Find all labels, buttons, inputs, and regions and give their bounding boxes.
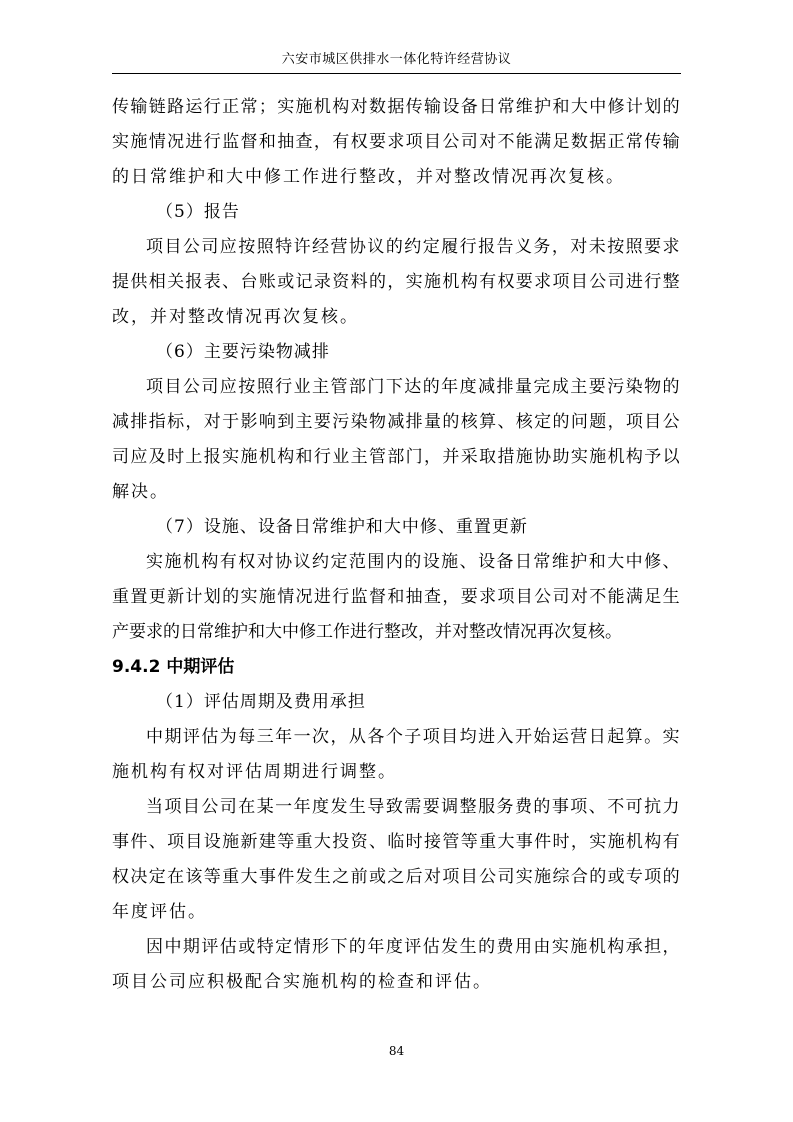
paragraph-line bbox=[112, 440, 681, 475]
paragraph-line bbox=[112, 720, 681, 755]
line-text: 改，并对整改情况再次复核。 bbox=[112, 307, 359, 327]
running-header: 六安市城区供排水一体化特许经营协议 bbox=[281, 52, 512, 67]
paragraph-line bbox=[112, 370, 681, 405]
line-text: 项目公司应按照特许经营协议的约定履行报告义务，对未按照要求 bbox=[146, 237, 681, 257]
line-text: 施机构有权对评估周期进行调整。 bbox=[112, 762, 397, 782]
line-text: 司应及时上报实施机构和行业主管部门，并采取措施协助实施机构予以 bbox=[112, 447, 681, 467]
line-text: 提供相关报表、台账或记录资料的，实施机构有权要求项目公司进行整 bbox=[112, 272, 681, 292]
line-text: （6）主要污染物减排 bbox=[156, 342, 330, 362]
header-rule bbox=[112, 73, 681, 74]
line-text: 产要求的日常维护和大中修工作进行整改，并对整改情况再次复核。 bbox=[112, 622, 622, 642]
line-text: 项目公司应按照行业主管部门下达的年度减排量完成主要污染物的 bbox=[146, 377, 681, 397]
line-text: 解决。 bbox=[112, 482, 169, 502]
paragraph-line bbox=[112, 475, 681, 510]
line-text: 传输链路运行正常；实施机构对数据传输设备日常维护和大中修计划的 bbox=[112, 97, 681, 117]
line-text: 实施机构有权对协议约定范围内的设施、设备日常维护和大中修、 bbox=[146, 552, 681, 572]
line-text: 减排指标，对于影响到主要污染物减排量的核算、核定的问题，项目公 bbox=[112, 412, 681, 432]
paragraph-line bbox=[112, 545, 681, 580]
paragraph-line bbox=[112, 615, 681, 650]
line-text: 因中期评估或特定情形下的年度评估发生的费用由实施机构承担， bbox=[146, 937, 681, 957]
paragraph-line bbox=[112, 265, 681, 300]
paragraph-line bbox=[112, 965, 681, 1000]
line-text: 的日常维护和大中修工作进行整改，并对整改情况再次复核。 bbox=[112, 167, 625, 187]
line-text: 项目公司应积极配合实施机构的检查和评估。 bbox=[112, 972, 492, 992]
line-text: （7）设施、设备日常维护和大中修、重置更新 bbox=[156, 517, 528, 537]
line-text: （5）报告 bbox=[156, 202, 240, 222]
page-number: 84 bbox=[388, 1044, 405, 1058]
paragraph-line bbox=[112, 755, 681, 790]
document-body bbox=[112, 90, 681, 1000]
section-heading bbox=[112, 650, 681, 685]
line-text: 年度评估。 bbox=[112, 902, 207, 922]
line-text: 当项目公司在某一年度发生导致需要调整服务费的事项、不可抗力 bbox=[146, 797, 681, 817]
line-text: 9.4.2 中期评估 bbox=[112, 657, 235, 677]
paragraph-line bbox=[112, 825, 681, 860]
subsection-title bbox=[112, 685, 681, 720]
paragraph-line bbox=[112, 930, 681, 965]
paragraph-line bbox=[112, 790, 681, 825]
line-text: 权决定在该等重大事件发生之前或之后对项目公司实施综合的或专项的 bbox=[112, 867, 681, 887]
subsection-title bbox=[112, 510, 681, 545]
paragraph-line bbox=[112, 405, 681, 440]
paragraph-line bbox=[112, 125, 681, 160]
paragraph-line bbox=[112, 580, 681, 615]
subsection-title bbox=[112, 335, 681, 370]
paragraph-line bbox=[112, 230, 681, 265]
line-text: 中期评估为每三年一次，从各个子项目均进入开始运营日起算。实 bbox=[146, 727, 681, 747]
paragraph-line bbox=[112, 860, 681, 895]
subsection-title bbox=[112, 195, 681, 230]
paragraph-line bbox=[112, 90, 681, 125]
line-text: 实施情况进行监督和抽查，有权要求项目公司对不能满足数据正常传输 bbox=[112, 132, 681, 152]
line-text: 事件、项目设施新建等重大投资、临时接管等重大事件时，实施机构有 bbox=[112, 832, 681, 852]
paragraph-line bbox=[112, 300, 681, 335]
paragraph-line bbox=[112, 895, 681, 930]
line-text: （1）评估周期及费用承担 bbox=[156, 692, 366, 712]
paragraph-line bbox=[112, 160, 681, 195]
line-text: 重置更新计划的实施情况进行监督和抽查，要求项目公司对不能满足生 bbox=[112, 587, 681, 607]
